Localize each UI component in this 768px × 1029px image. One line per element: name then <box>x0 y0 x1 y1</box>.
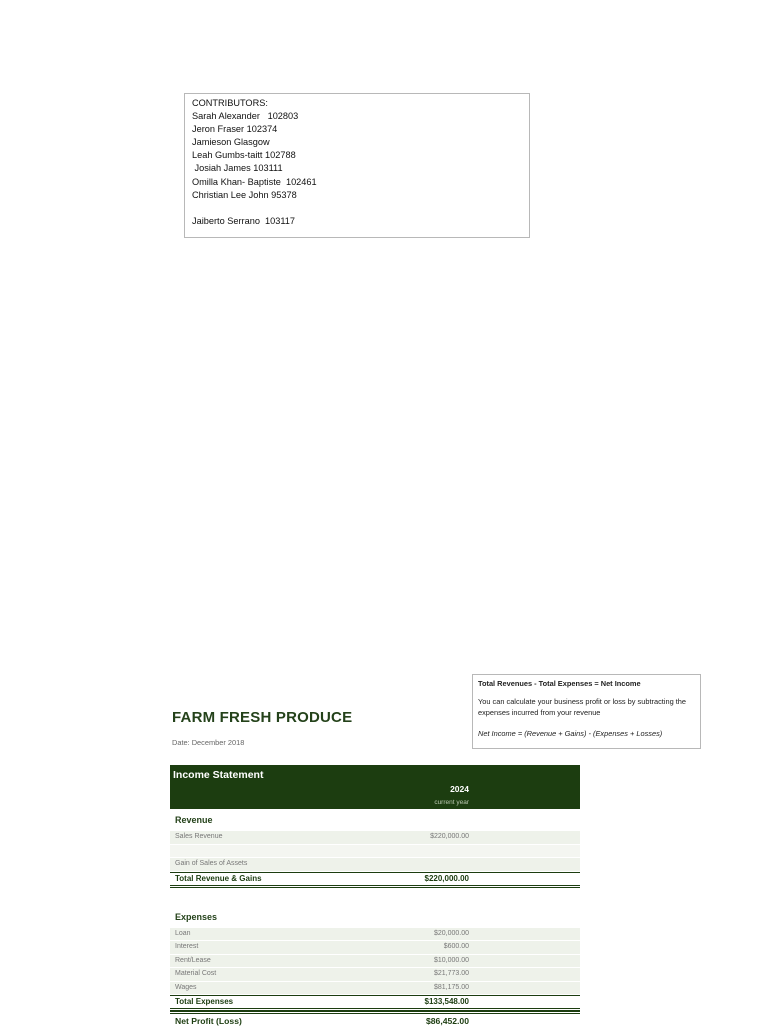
formula-equation: Net Income = (Revenue + Gains) - (Expenses + Losses) <box>478 729 663 739</box>
contributor-line: Sarah Alexander 102803 <box>192 111 299 122</box>
contributor-line: Leah Gumbs-taitt 102788 <box>192 150 296 161</box>
net-label: Net Profit (Loss) <box>175 1016 242 1026</box>
total-label: Total Expenses <box>175 997 234 1006</box>
row-label: Rent/Lease <box>175 956 211 964</box>
contributor-line: Jaiberto Serrano 103117 <box>192 215 296 226</box>
row-value: $10,000.00 <box>433 956 469 964</box>
formula-note-box <box>472 674 701 749</box>
row-label: Material Cost <box>175 970 217 977</box>
year-caption: current year <box>434 799 469 806</box>
row-value: $600.00 <box>443 943 469 950</box>
contributors-box <box>184 93 530 238</box>
table-row <box>170 941 580 955</box>
year-label: 2024 <box>450 784 469 794</box>
row-label: Gain of Sales of Assets <box>175 860 248 867</box>
contributor-line: Josiah James 103111 <box>192 163 283 174</box>
row-label: Interest <box>175 943 199 950</box>
total-value: $133,548.00 <box>424 997 469 1006</box>
row-value: $220,000.00 <box>430 833 469 840</box>
contributor-line: Omilla Khan- Baptiste 102461 <box>192 176 317 187</box>
statement-header <box>170 765 580 809</box>
contributor-line: Christian Lee John 95378 <box>192 189 297 200</box>
company-name: FARM FRESH PRODUCE <box>172 709 353 726</box>
expenses-heading: Expenses <box>175 911 218 922</box>
row-label: Loan <box>175 929 191 937</box>
contributors-heading: CONTRIBUTORS: <box>192 98 268 108</box>
row-label: Wages <box>175 983 197 991</box>
total-expenses-row <box>170 995 580 1011</box>
row-value: $20,000.00 <box>433 929 469 937</box>
table-row <box>170 968 580 982</box>
net-value: $86,452.00 <box>425 1016 469 1026</box>
blank-line <box>192 202 522 215</box>
statement-date: Date: December 2018 <box>172 738 245 747</box>
table-row <box>170 928 580 942</box>
total-value: $220,000.00 <box>424 873 469 883</box>
table-row <box>170 858 580 872</box>
table-row <box>170 982 580 996</box>
formula-title: Total Revenues - Total Expenses = Net Income <box>478 679 641 688</box>
spacer <box>170 888 580 906</box>
net-profit-row <box>170 1011 580 1029</box>
total-label: Total Revenue & Gains <box>175 873 262 883</box>
formula-body: You can calculate your business profit or loss by subtracting the expenses incurred from your revenue <box>478 696 687 717</box>
revenue-heading: Revenue <box>175 815 213 825</box>
income-statement <box>170 765 580 1029</box>
statement-title: Income Statement <box>173 769 264 781</box>
row-value: $81,175.00 <box>433 983 469 991</box>
row-value: $21,773.00 <box>433 970 469 977</box>
table-row <box>170 955 580 969</box>
row-label: Sales Revenue <box>175 833 223 840</box>
table-row <box>170 845 580 859</box>
contributor-line: Jeron Fraser 102374 <box>192 124 278 135</box>
total-revenue-row <box>170 872 580 888</box>
table-row <box>170 831 580 845</box>
contributor-line: Jamieson Glasgow <box>192 137 270 148</box>
